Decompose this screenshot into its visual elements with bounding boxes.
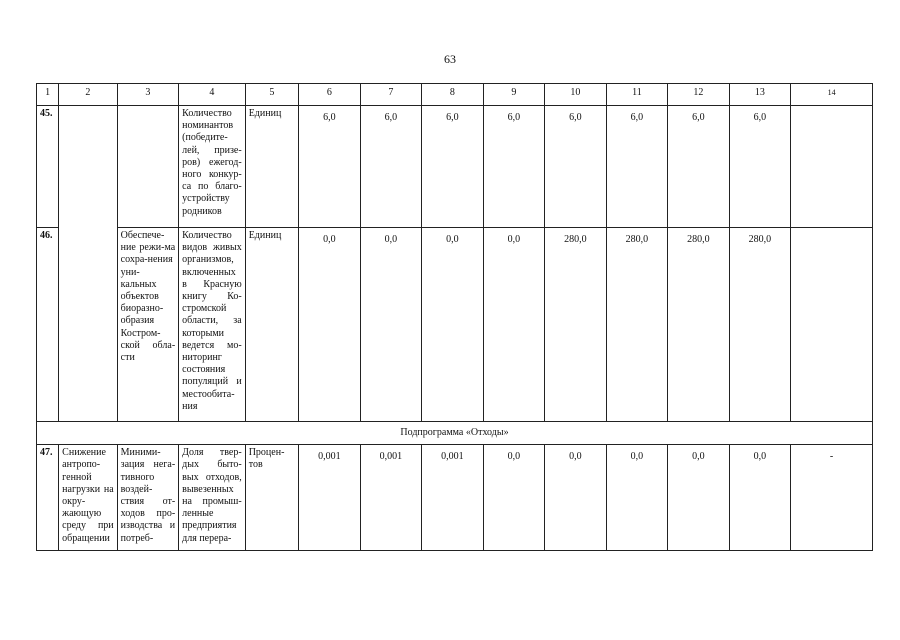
header-cell: 12 bbox=[668, 84, 730, 106]
value-cell: 0,0 bbox=[668, 445, 730, 551]
value-cell: 0,0 bbox=[360, 228, 422, 422]
value-cell: 0,0 bbox=[606, 445, 668, 551]
subprogram-title: Подпрограмма «Отходы» bbox=[37, 422, 873, 445]
value-cell: 0,001 bbox=[360, 445, 422, 551]
task-cell bbox=[117, 106, 179, 228]
header-cell: 4 bbox=[179, 84, 246, 106]
header-cell: 13 bbox=[729, 84, 791, 106]
unit-cell: Единиц bbox=[245, 228, 298, 422]
indicator-cell: Количество видов живых организмов, включенных в Красную книгу Ко-стромской области, за которыми ведется мо-ниторинг состояния популяций и местообита-ния bbox=[179, 228, 246, 422]
task-cell: Обеспече-ние режи-ма сохра-нения уни-кальных объектов биоразно-образия Костром-ской обла-сти bbox=[117, 228, 179, 422]
value-cell: 280,0 bbox=[668, 228, 730, 422]
unit-cell: Единиц bbox=[245, 106, 298, 228]
value-cell: 6,0 bbox=[545, 106, 607, 228]
table-row bbox=[37, 445, 873, 551]
note-cell bbox=[791, 106, 873, 228]
value-cell: 6,0 bbox=[729, 106, 791, 228]
value-cell: 6,0 bbox=[668, 106, 730, 228]
task-cell: Миними-зация нега-тивного воздей-ствия от-ходов про-изводства и потреб- bbox=[117, 445, 179, 551]
header-cell: 14 bbox=[791, 84, 873, 106]
header-cell: 1 bbox=[37, 84, 59, 106]
value-cell: 0,0 bbox=[545, 445, 607, 551]
indicators-table bbox=[36, 83, 873, 551]
value-cell: 6,0 bbox=[360, 106, 422, 228]
table-row bbox=[37, 106, 873, 228]
value-cell: 6,0 bbox=[483, 106, 545, 228]
value-cell: 0,0 bbox=[729, 445, 791, 551]
indicator-cell: Количество номинантов (победите-лей, призе-ров) ежегод-ного конкур-са по благо-устройству родников bbox=[179, 106, 246, 228]
value-cell: 0,0 bbox=[299, 228, 361, 422]
table-header-row bbox=[37, 84, 873, 106]
value-cell: 0,0 bbox=[483, 228, 545, 422]
goal-cell bbox=[59, 106, 117, 422]
page-number: 63 bbox=[444, 52, 456, 66]
row-number: 47. bbox=[37, 445, 59, 551]
value-cell: 280,0 bbox=[729, 228, 791, 422]
header-cell: 7 bbox=[360, 84, 422, 106]
table-row bbox=[37, 228, 873, 422]
value-cell: 280,0 bbox=[545, 228, 607, 422]
value-cell: 0,0 bbox=[483, 445, 545, 551]
value-cell: 0,0 bbox=[422, 228, 484, 422]
header-cell: 9 bbox=[483, 84, 545, 106]
note-cell bbox=[791, 228, 873, 422]
indicator-cell: Доля твер-дых быто-вых отходов, вывезенных на промыш-ленные предприятия для перера- bbox=[179, 445, 246, 551]
row-number: 45. bbox=[37, 106, 59, 228]
note-cell: - bbox=[791, 445, 873, 551]
value-cell: 6,0 bbox=[606, 106, 668, 228]
header-cell: 6 bbox=[299, 84, 361, 106]
goal-cell: Снижение антропо-генной нагрузки на окру-жающую среду при обращении bbox=[59, 445, 117, 551]
header-cell: 8 bbox=[422, 84, 484, 106]
subprogram-row bbox=[37, 422, 873, 445]
header-cell: 10 bbox=[545, 84, 607, 106]
value-cell: 280,0 bbox=[606, 228, 668, 422]
row-number: 46. bbox=[37, 228, 59, 422]
value-cell: 0,001 bbox=[299, 445, 361, 551]
value-cell: 6,0 bbox=[299, 106, 361, 228]
unit-cell: Процен-тов bbox=[245, 445, 298, 551]
value-cell: 6,0 bbox=[422, 106, 484, 228]
header-cell: 3 bbox=[117, 84, 179, 106]
value-cell: 0,001 bbox=[422, 445, 484, 551]
header-cell: 11 bbox=[606, 84, 668, 106]
header-cell: 2 bbox=[59, 84, 117, 106]
header-cell: 5 bbox=[245, 84, 298, 106]
